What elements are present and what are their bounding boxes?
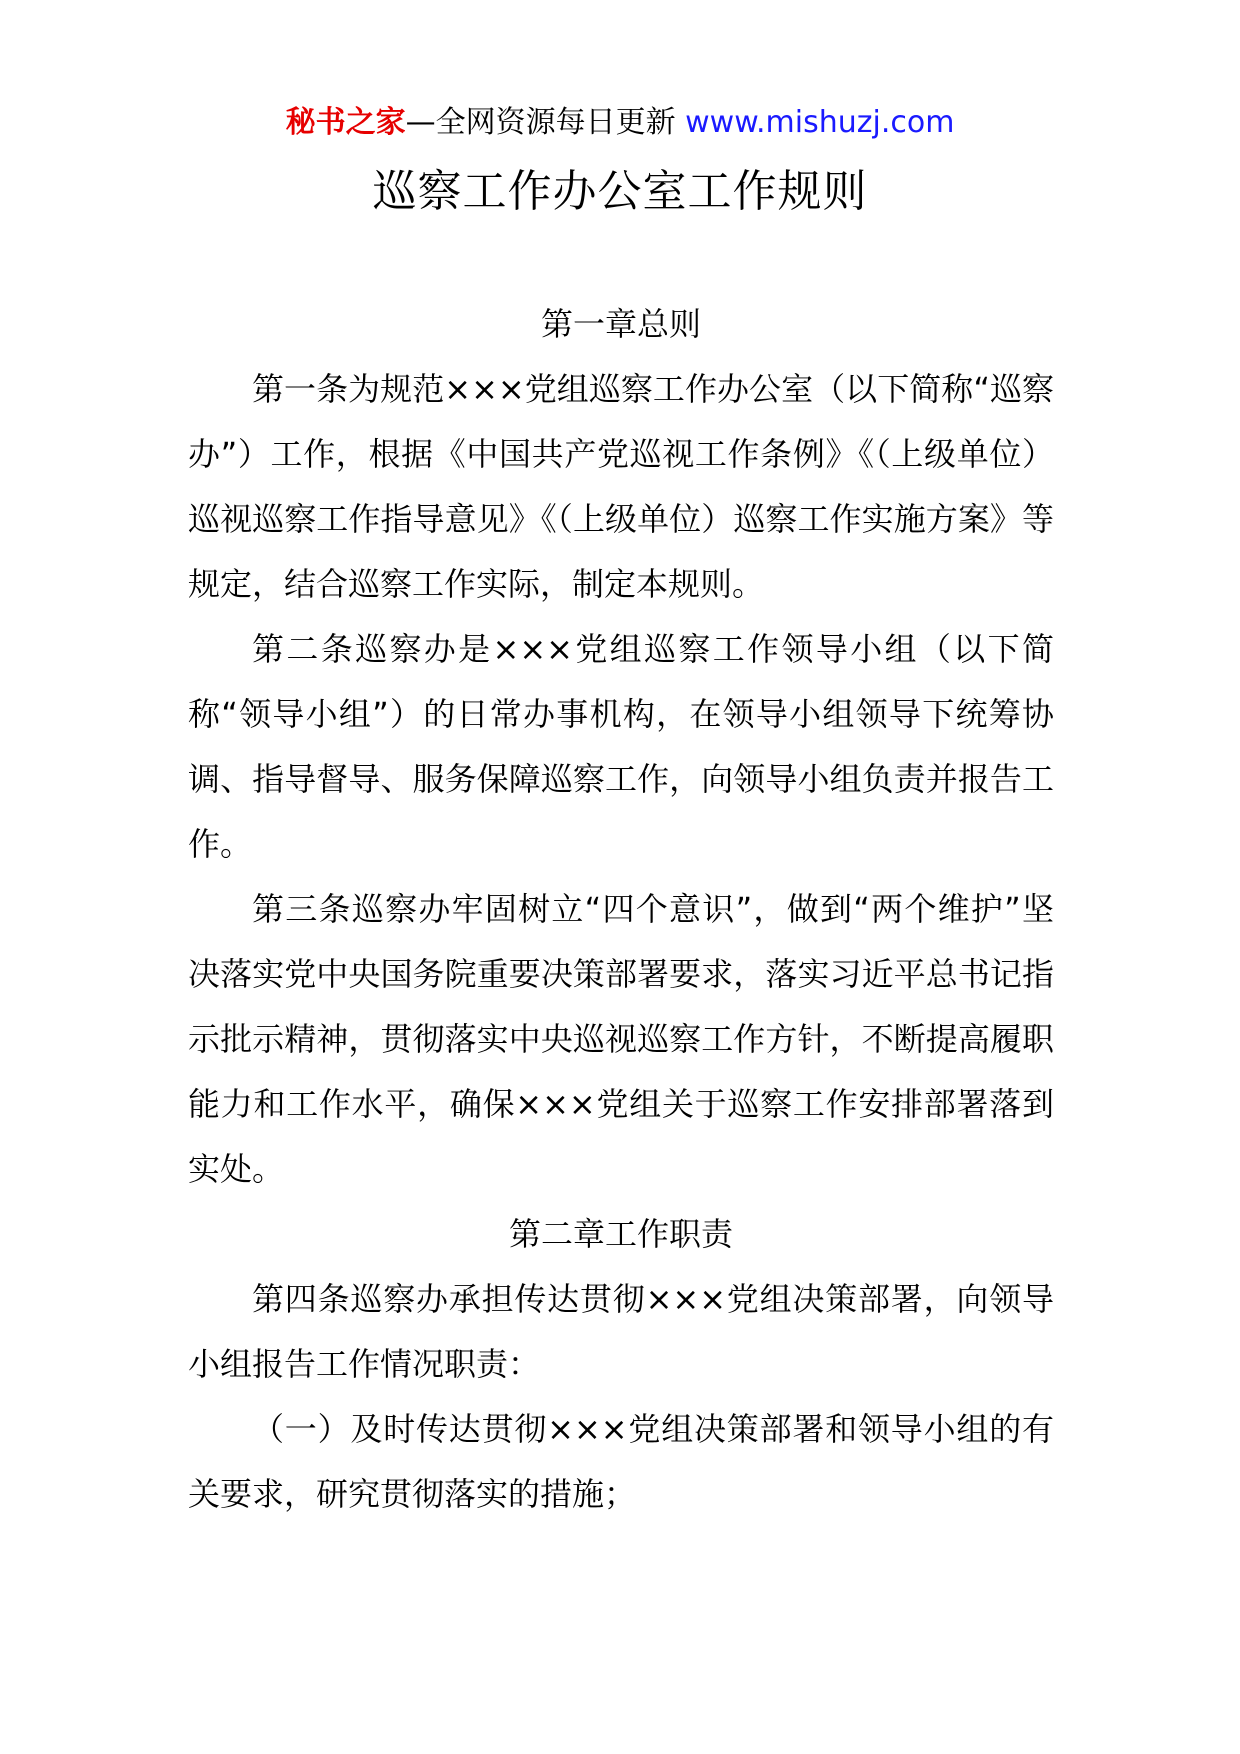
banner-tagline: —全网资源每日更新 bbox=[405, 105, 676, 140]
document-body bbox=[188, 292, 1054, 1527]
site-banner bbox=[0, 100, 1240, 146]
document-title: 巡察工作办公室工作规则 bbox=[372, 166, 868, 217]
article-4: 第四条巡察办承担传达贯彻×××党组决策部署，向领导小组报告工作情况职责： bbox=[188, 1280, 1054, 1383]
chapter-2-heading: 第二章工作职责 bbox=[508, 1215, 733, 1253]
article-1: 第一条为规范×××党组巡察工作办公室（以下简称“巡察办”）工作，根据《中国共产党巡视工作条例》《（上级单位）巡视巡察工作指导意见》《（上级单位）巡察工作实施方案》等规定，结合巡察工作实际，制定本规则。 bbox=[188, 370, 1054, 603]
chapter-1-heading: 第一章总则 bbox=[540, 305, 701, 343]
banner-url[interactable]: www.mishuzj.com bbox=[685, 105, 955, 140]
banner-brand: 秘书之家 bbox=[285, 105, 406, 140]
article-2: 第二条巡察办是×××党组巡察工作领导小组（以下简称“领导小组”）的日常办事机构，在领导小组领导下统筹协调、指导督导、服务保障巡察工作，向领导小组负责并报告工作。 bbox=[188, 630, 1054, 863]
article-3: 第三条巡察办牢固树立“四个意识”，做到“两个维护”坚决落实党中央国务院重要决策部署要求，落实习近平总书记指示批示精神，贯彻落实中央巡视巡察工作方针，不断提高履职能力和工作水平，确保×××党组关于巡察工作安排部署落到实处。 bbox=[188, 890, 1054, 1188]
article-4-item-1: （一）及时传达贯彻×××党组决策部署和领导小组的有关要求，研究贯彻落实的措施； bbox=[188, 1410, 1054, 1513]
